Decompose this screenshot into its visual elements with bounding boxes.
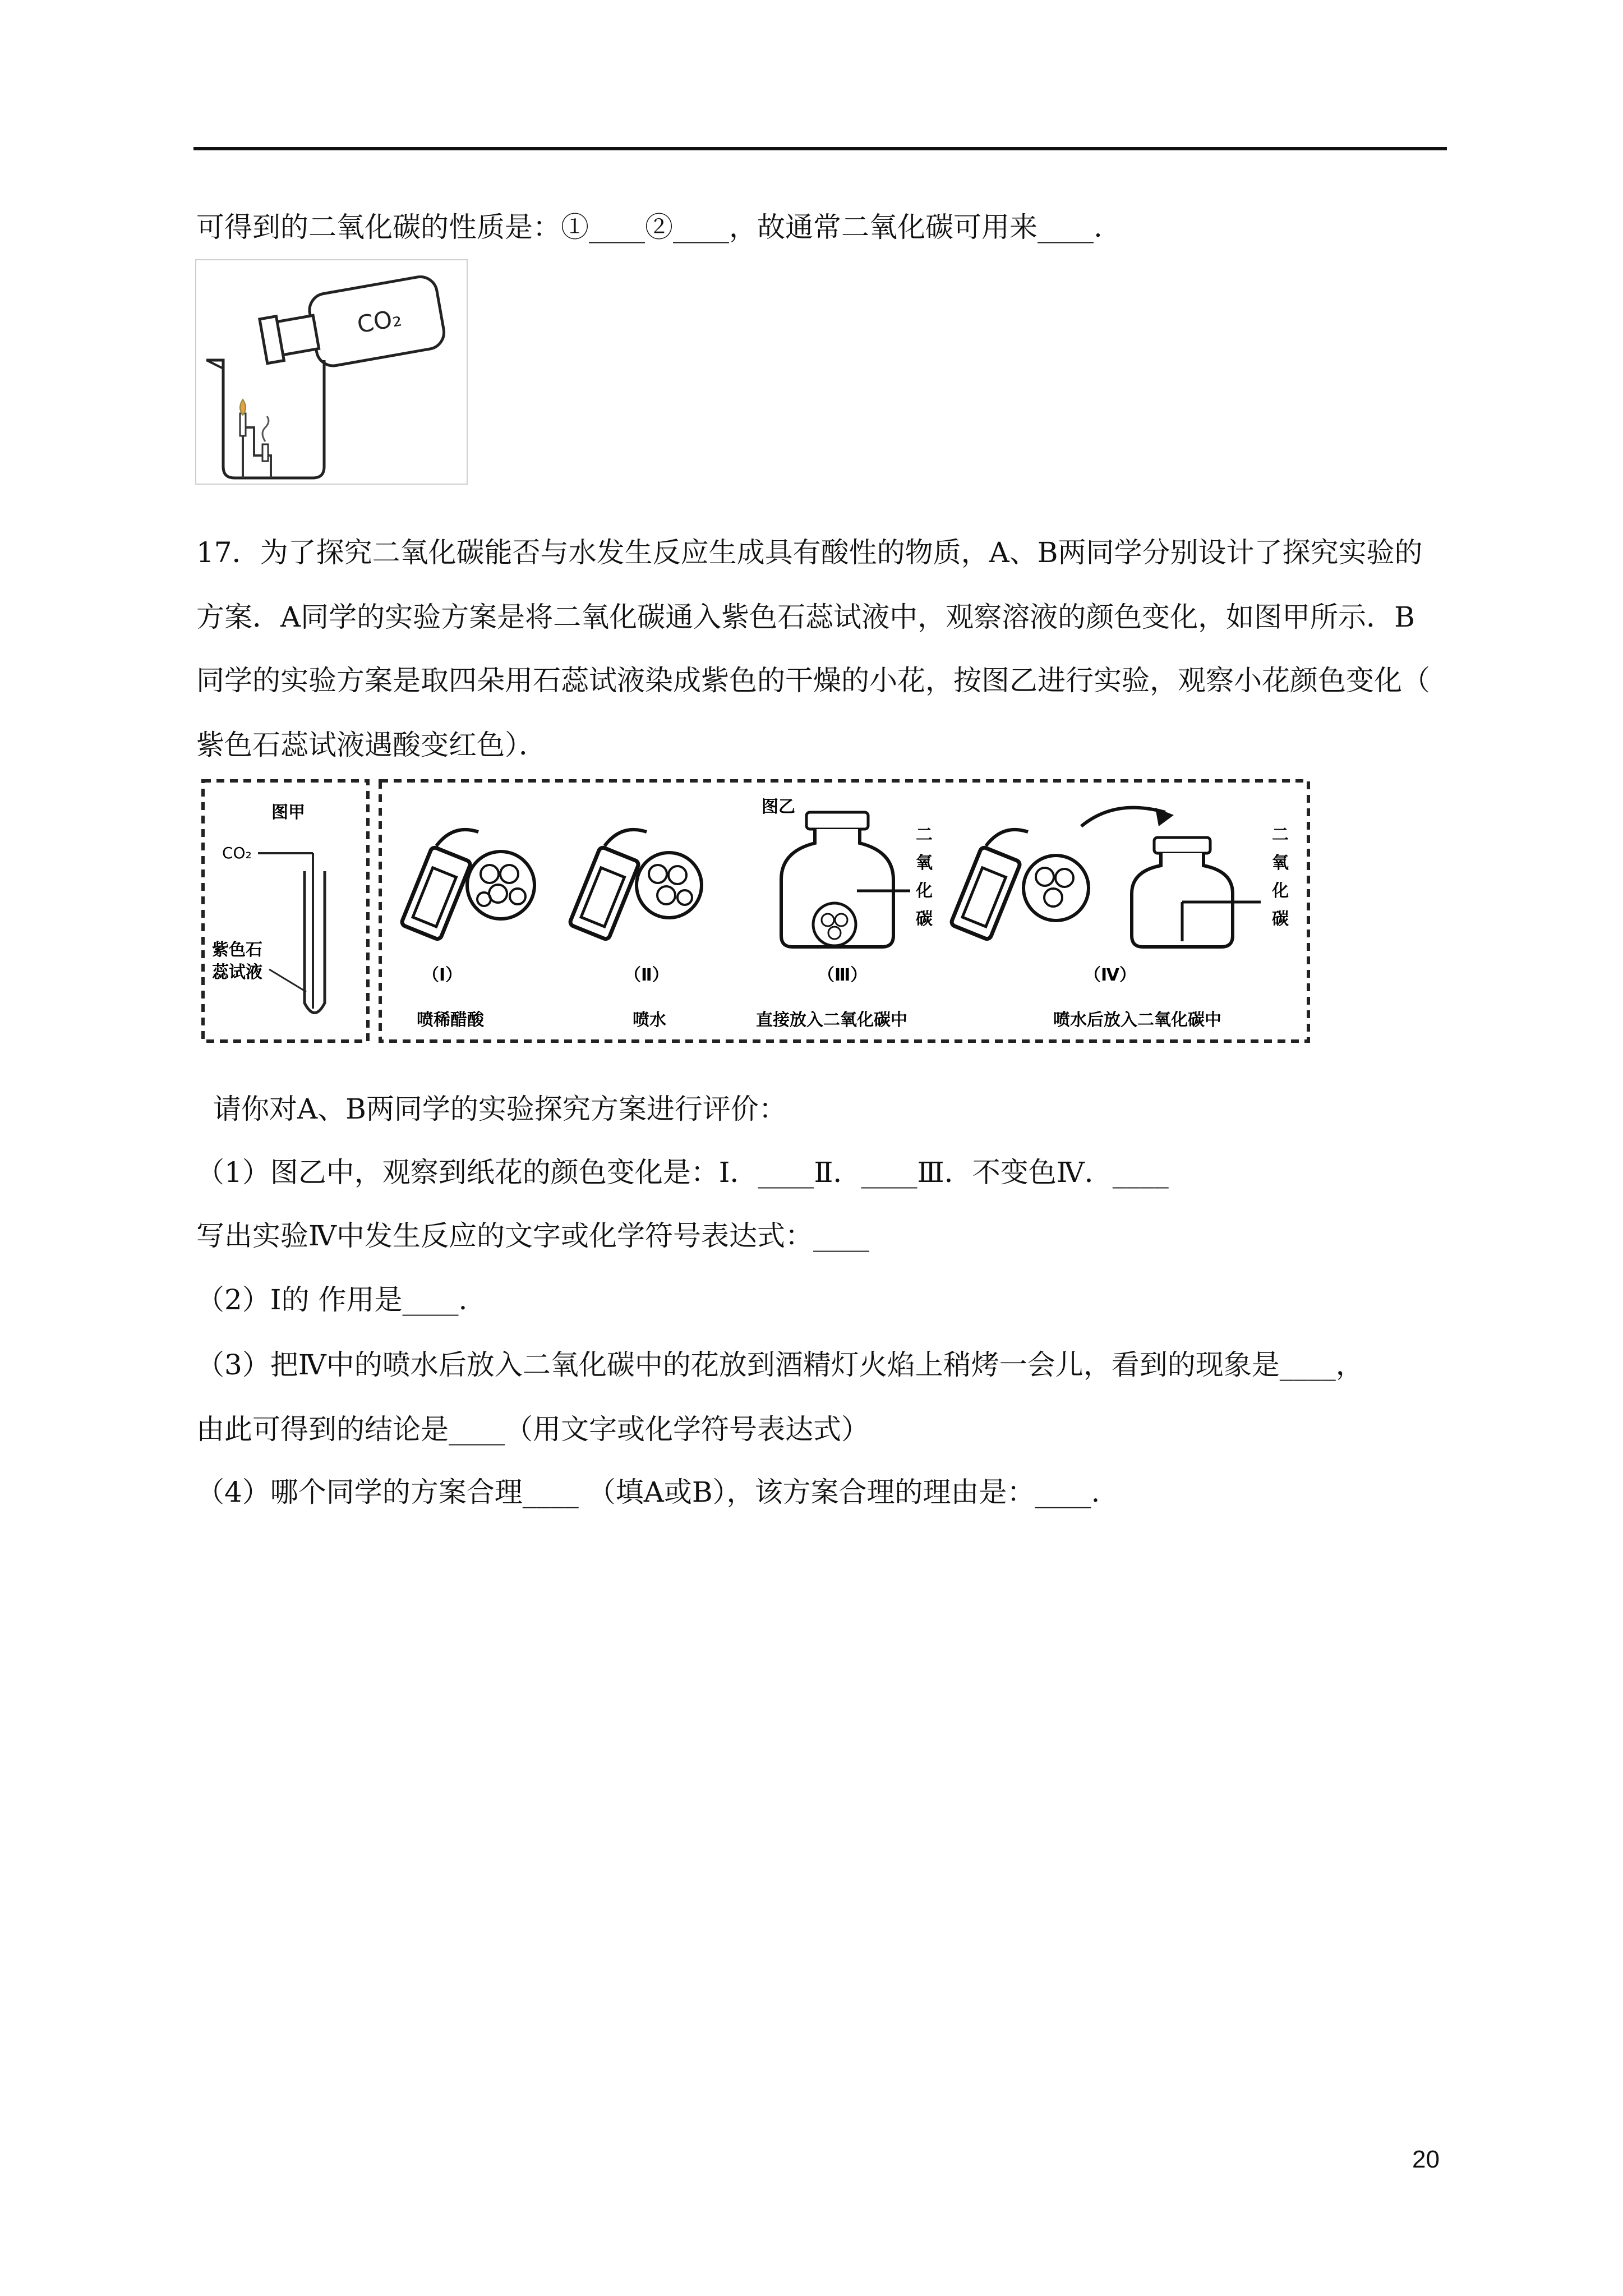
- step-4-co2-char-2: 氧: [1272, 853, 1289, 873]
- page-number: 20: [1412, 2146, 1440, 2173]
- q17-line-1: 17．为了探究二氧化碳能否与水发生反应生成具有酸性的物质，A、B两同学分别设计了探究实验的: [196, 536, 1423, 569]
- step-4-co2-char-1: 二: [1272, 825, 1289, 845]
- co2-pouring-figure: [195, 259, 468, 485]
- step-3-co2-char-1: 二: [916, 825, 933, 845]
- step-3-co2-char-2: 氧: [916, 853, 933, 873]
- q17-line-3: 同学的实验方案是取四朵用石蕊试液染成紫色的干燥的小花，按图乙进行实验，观察小花颜色变化（: [196, 664, 1430, 697]
- question-2: （2）I的 作用是____.: [196, 1283, 468, 1316]
- step-4-co2-char-3: 化: [1272, 881, 1289, 901]
- question-4: （4）哪个同学的方案合理____ （填A或B），该方案合理的理由是：____.: [196, 1476, 1100, 1508]
- figure-jia-title: 图甲: [271, 803, 305, 822]
- co2-properties-line: 可得到的二氧化碳的性质是：①____②____，故通常二氧化碳可用来____.: [196, 211, 1103, 243]
- bottle-label: CO₂: [355, 303, 404, 339]
- step-2-number: （Ⅱ）: [624, 965, 669, 985]
- flame-icon: [240, 399, 246, 415]
- litmus-label-1: 紫色石: [212, 940, 262, 960]
- figure-yi-title: 图乙: [762, 797, 795, 817]
- step-4-co2-char-4: 碳: [1272, 909, 1289, 929]
- step-1-number: （Ⅰ）: [422, 965, 463, 985]
- evaluation-prompt: 请你对A、B两同学的实验探究方案进行评价：: [213, 1093, 787, 1125]
- q17-line-4: 紫色石蕊试液遇酸变红色）．: [196, 729, 547, 761]
- question-1-expression: 写出实验Ⅳ中发生反应的文字或化学符号表达式：____: [196, 1220, 869, 1252]
- step-3-caption: 直接放入二氧化碳中: [756, 1010, 907, 1030]
- step-1-caption: 喷稀醋酸: [417, 1010, 484, 1030]
- step-4-caption: 喷水后放入二氧化碳中: [1053, 1010, 1221, 1030]
- paper-flower: [637, 853, 702, 918]
- question-3-conclusion: 由此可得到的结论是____（用文字或化学符号表达式）: [196, 1413, 869, 1446]
- litmus-label-2: 蕊试液: [212, 963, 262, 982]
- co2-inlet-label: CO₂: [222, 844, 252, 862]
- step-3-co2-char-3: 化: [916, 881, 933, 901]
- q17-line-2: 方案．A同学的实验方案是将二氧化碳通入紫色石蕊试液中，观察溶液的颜色变化，如图甲所示．B: [196, 601, 1415, 633]
- header-rule: [193, 147, 1447, 150]
- question-3: （3）把Ⅳ中的喷水后放入二氧化碳中的花放到酒精灯火焰上稍烤一会儿，看到的现象是____，: [196, 1349, 1364, 1381]
- step-4-number: （Ⅳ）: [1084, 965, 1136, 985]
- step-3-co2-char-4: 碳: [916, 909, 933, 929]
- experiment-figure: [195, 773, 1317, 1049]
- question-1: （1）图乙中，观察到纸花的颜色变化是：I．____Ⅱ．____Ⅲ．不变色Ⅳ．____: [196, 1156, 1169, 1189]
- step-3-number: （Ⅲ）: [818, 965, 868, 985]
- step-2-caption: 喷水: [633, 1010, 666, 1030]
